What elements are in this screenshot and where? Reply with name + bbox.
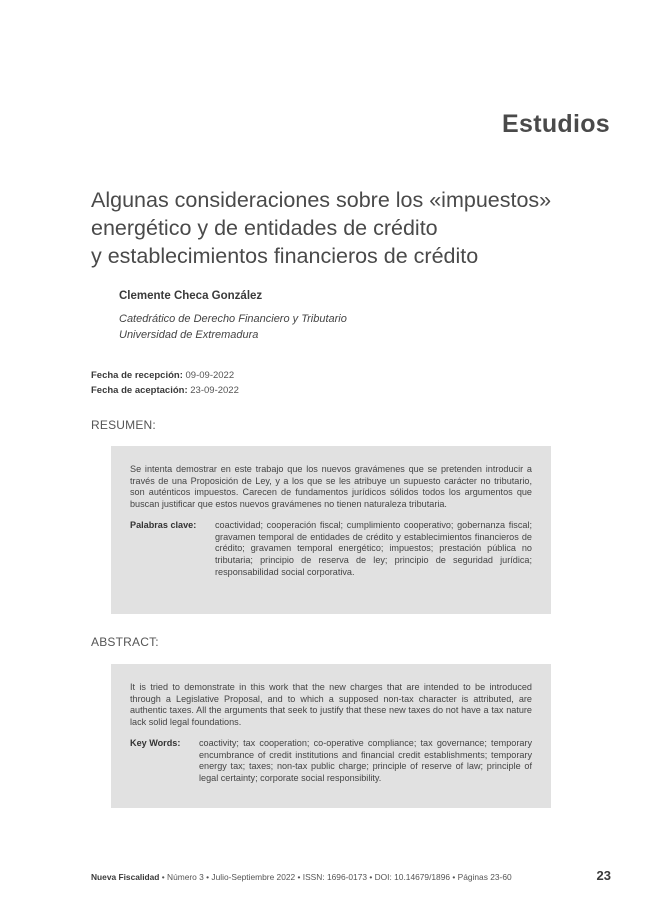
resumen-text: Se intenta demostrar en este trabajo que los nuevos gravámenes que se pretenden introducir a través de una Proposición de Ley, y a los que se les atribuye un supuesto carácter no tributario, son auténticos impuestos. Carecen de fundamentos jurídicos sólidos todos los argumentos que buscan justificar que estos nuevos gravámenes no tienen naturaleza tributaria. bbox=[130, 464, 532, 510]
title-line: energético y de entidades de crédito bbox=[91, 216, 438, 240]
author-name: Clemente Checa González bbox=[119, 290, 263, 302]
affiliation-line: Catedrático de Derecho Financiero y Tributario bbox=[119, 313, 347, 325]
journal-details: • Número 3 • Julio-Septiembre 2022 • ISSN: 1696-0173 • DOI: 10.14679/1896 • Páginas 23-60 bbox=[159, 872, 512, 882]
section-label: Estudios bbox=[502, 110, 610, 138]
accepted-label: Fecha de aceptación: bbox=[91, 385, 188, 396]
keywords-text: coactivity; tax cooperation; co-operative compliance; tax governance; temporary encumbrance of credit institutions and financial credit establishments; temporary energy tax; taxes; non-tax public charge; principle of reserve of law; principle of legal certainty; corporate social responsibility. bbox=[199, 737, 532, 783]
accepted-value: 23-09-2022 bbox=[190, 385, 239, 396]
keywords-label: Palabras clave: bbox=[130, 519, 197, 530]
resumen-heading: RESUMEN: bbox=[91, 418, 156, 432]
accepted-date bbox=[91, 383, 239, 398]
title-line: y establecimientos financieros de crédito bbox=[91, 244, 479, 268]
abstract-box bbox=[111, 664, 551, 808]
resumen-keywords bbox=[130, 520, 532, 579]
author-affiliation bbox=[119, 311, 347, 343]
received-label: Fecha de recepción: bbox=[91, 370, 183, 381]
article-title bbox=[91, 186, 611, 270]
journal-name: Nueva Fiscalidad bbox=[91, 872, 160, 882]
received-date bbox=[91, 368, 239, 383]
article-dates bbox=[91, 368, 239, 398]
keywords-label: Key Words: bbox=[130, 737, 181, 748]
title-line: Algunas consideraciones sobre los «impuestos» bbox=[91, 188, 552, 212]
page-number: 23 bbox=[596, 868, 611, 883]
abstract-text: It is tried to demonstrate in this work that the new charges that are intended to be introduced through a Legislative Proposal, and to which a supposed non-tax character is attributed, are authentic taxes. All the arguments that seek to justify that these new taxes do not have a tax nature lack solid legal foundations. bbox=[130, 682, 532, 728]
resumen-box bbox=[111, 446, 551, 614]
affiliation-line: Universidad de Extremadura bbox=[119, 329, 259, 341]
abstract-heading: ABSTRACT: bbox=[91, 635, 159, 649]
received-value: 09-09-2022 bbox=[185, 370, 235, 381]
abstract-keywords bbox=[130, 738, 532, 785]
keywords-text: coactividad; cooperación fiscal; cumplimiento cooperativo; gobernanza fiscal; gravamen temporal de entidades de crédito y establecimientos financieros de crédito; gravamen temporal energético; impuestos; prestación pública no tributaria; principio de reserva de ley; principio de seguridad jurídica; responsabilidad social corporativa. bbox=[215, 519, 532, 577]
page-footer bbox=[91, 868, 611, 883]
journal-citation bbox=[91, 872, 512, 882]
